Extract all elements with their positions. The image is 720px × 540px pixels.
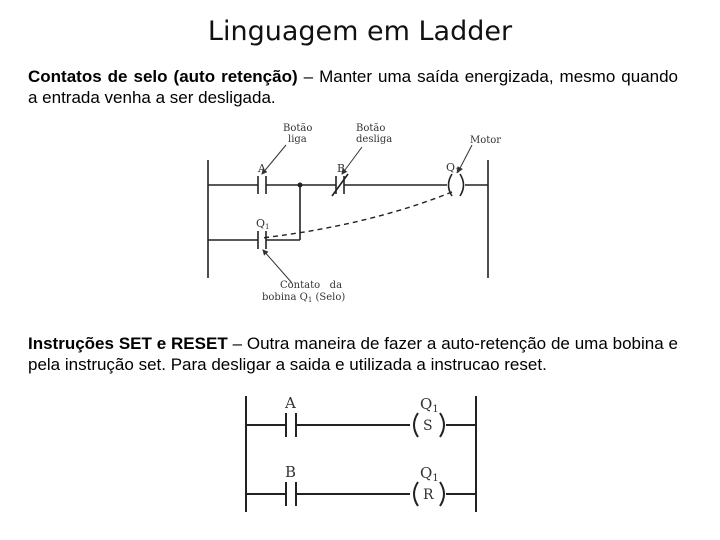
- seal-label-line2: bobina $Q_1$ (Selo): [262, 292, 346, 304]
- seal-label-line1: Contato da: [280, 280, 343, 291]
- contact-a-label: A: [258, 162, 266, 175]
- rung2-coil-left-arc: [414, 482, 418, 506]
- set-reset-text: Outra maneira de fazer a auto-retenção de uma bobina e pela instrução set. Para desligar a saida e utilizada a instrucao reset.: [28, 334, 678, 374]
- rung2-coil-right-arc: [440, 482, 444, 506]
- rung2-coil-label: $Q_1$: [420, 464, 439, 484]
- button-off-label-line2: desliga: [356, 134, 393, 145]
- button-on-label-line1: Botão: [283, 123, 313, 134]
- page-title: Linguagem em Ladder: [207, 16, 513, 47]
- rung1-coil-right-arc: [440, 413, 444, 437]
- seal-contact-label: Q1: [256, 217, 270, 231]
- rung1-contact-label: A: [285, 394, 296, 412]
- set-reset-heading: Instruções SET e RESET: [28, 334, 228, 353]
- button-off-label-line1: Botão: [356, 123, 386, 134]
- selo-heading: Contatos de selo (auto retenção): [28, 67, 298, 86]
- motor-label: Motor: [470, 135, 502, 146]
- rung1-coil-type: S: [423, 418, 433, 434]
- selo-separator: –: [297, 67, 320, 86]
- rung2-contact-label: B: [285, 463, 297, 481]
- rung2-coil-type: R: [423, 487, 434, 503]
- set-reset-separator: –: [227, 334, 247, 353]
- button-on-label-line2: liga: [288, 134, 307, 145]
- rung1-coil-left-arc: [414, 413, 418, 437]
- selo-text: Manter uma saída energizada, mesmo quando a entrada venha a ser desligada.: [28, 67, 679, 107]
- contact-b-label: B: [337, 162, 346, 175]
- rung1-coil-label: $Q_1$: [420, 395, 439, 415]
- coil-q1-label: Q1: [446, 161, 460, 175]
